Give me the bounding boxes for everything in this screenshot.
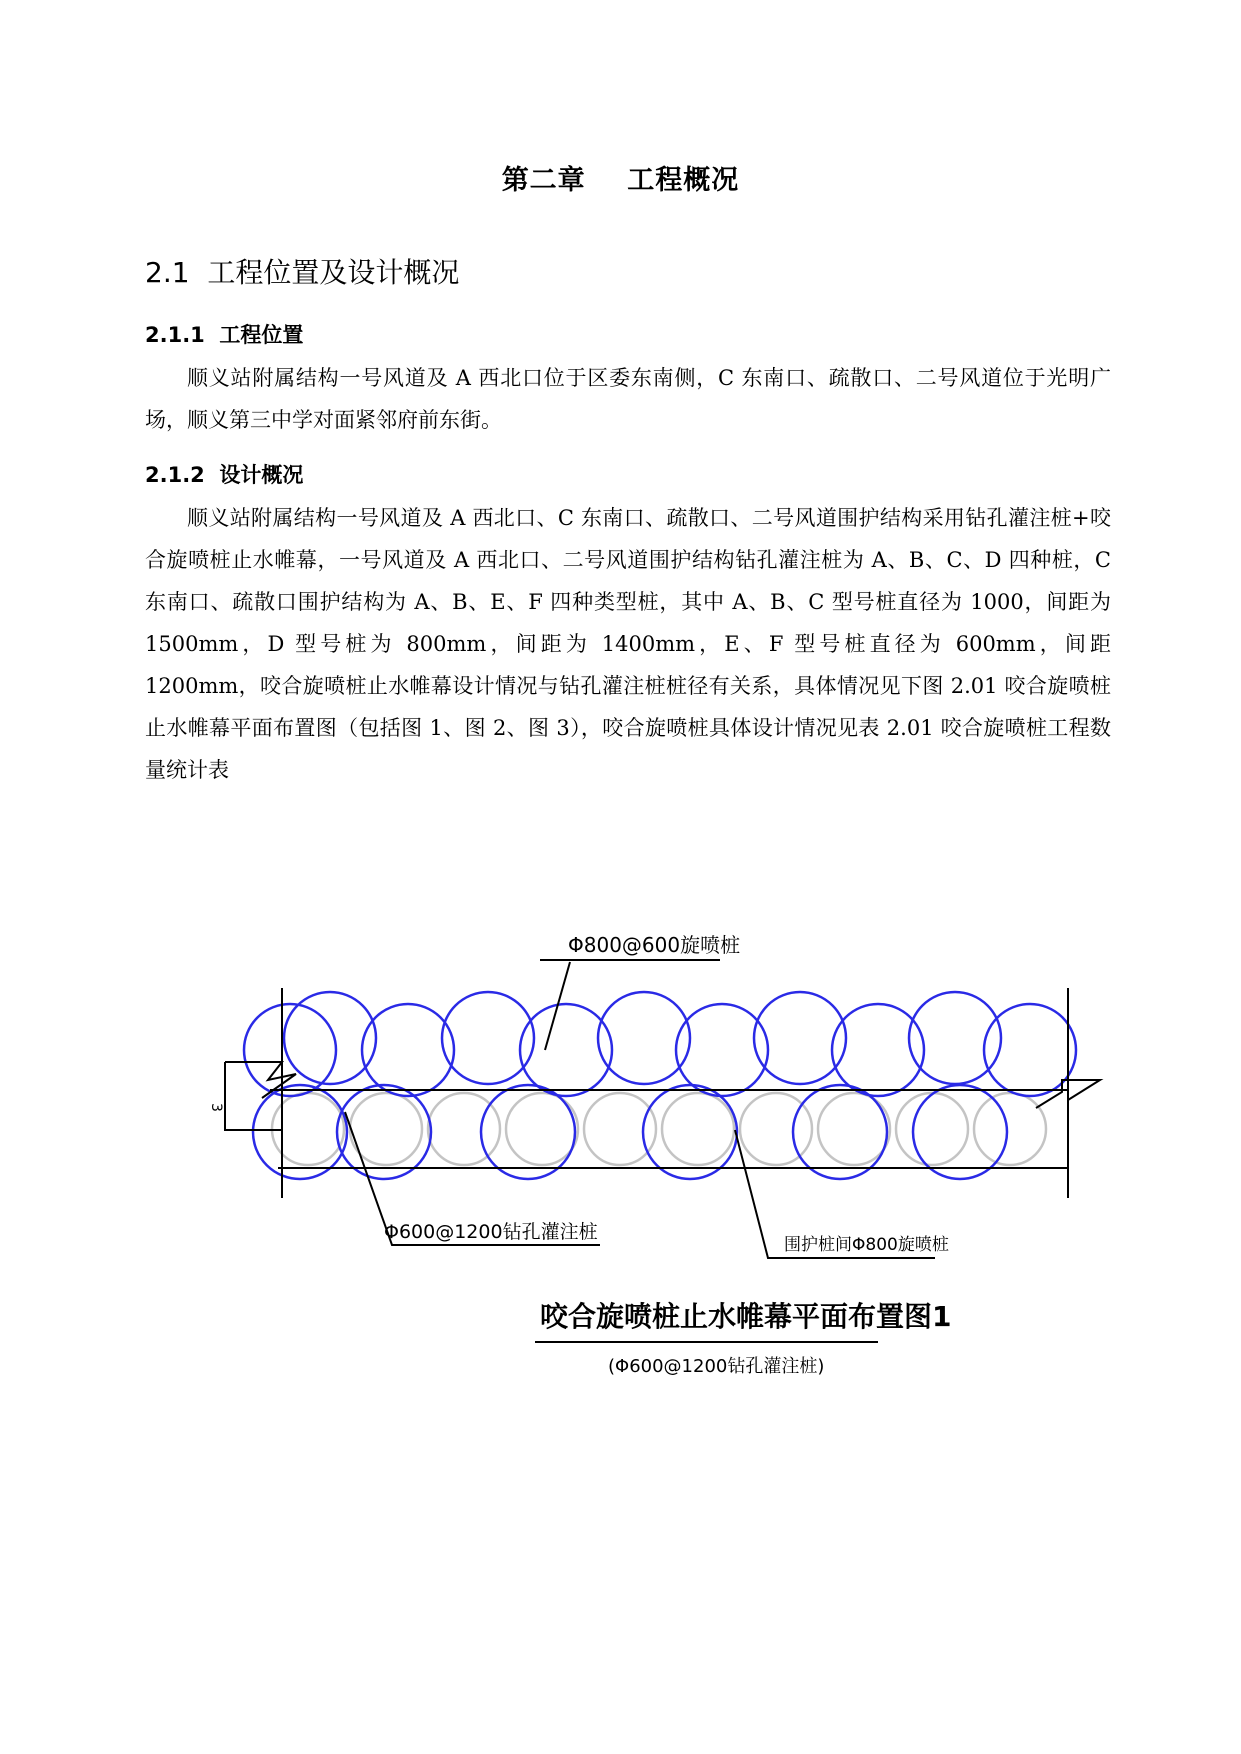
chapter-title: 第二章 工程概况 (501, 165, 740, 196)
leader-bottom-left (345, 1112, 600, 1245)
jet-pile (754, 992, 846, 1084)
side-mark: 3 (208, 1103, 224, 1112)
label-bored-pile: Φ600@1200钻孔灌注桩 (384, 1221, 598, 1243)
jet-pile (253, 1085, 347, 1179)
jet-pile (598, 992, 690, 1084)
subsection-heading-design: 2.1.2 设计概况 (145, 463, 304, 487)
bored-pile (974, 1093, 1046, 1165)
jet-pile (913, 1085, 1007, 1179)
dimension-bracket (225, 1062, 282, 1130)
break-symbol-right (1036, 1080, 1100, 1108)
jet-pile (244, 1004, 336, 1096)
bored-pile (740, 1093, 812, 1165)
figure-caption: 咬合旋喷桩止水帷幕平面布置图1 (540, 1300, 952, 1333)
leader-bottom-right (735, 1130, 935, 1258)
subsection-heading-location: 2.1.1 工程位置 (145, 323, 304, 347)
jet-pile (643, 1085, 737, 1179)
section-heading: 2.1 工程位置及设计概况 (145, 256, 460, 289)
jet-pile (793, 1085, 887, 1179)
bored-pile (584, 1093, 656, 1165)
leader-top (545, 962, 570, 1050)
bored-pile (428, 1093, 500, 1165)
jet-pile (442, 992, 534, 1084)
jet-pile (337, 1085, 431, 1179)
jet-pile (520, 1004, 612, 1096)
jet-pile-rows (244, 992, 1076, 1179)
paragraph-design: 顺义站附属结构一号风道及 A 西北口、C 东南口、疏散口、二号风道围护结构采用钻孔灌注桩+咬合旋喷桩止水帷幕，一号风道及 A 西北口、二号风道围护结构钻孔灌注桩为 A、B、C、D 四种桩，C 东南口、疏散口围护结构为 A、B、E、F 四种类型桩，其中 A、B、C 型号桩直径为 1000，间距为 1500mm，D 型号桩为 800mm，间距为 1400mm，E、F 型号桩直径为 600mm，间距 1200mm，咬合旋喷桩止水帷幕设计情况与钻孔灌注桩桩径有关系，具体情况见下图 2.01 咬合旋喷桩止水帷幕平面布置图（包括图 1、图 2、图 3），咬合旋喷桩具体设计情况见表 2.01 咬合旋喷桩工程数量统计表 (145, 506, 1111, 782)
jet-pile (832, 1004, 924, 1096)
bored-pile-row (272, 1093, 1046, 1165)
bored-pile (896, 1093, 968, 1165)
bored-pile (662, 1093, 734, 1165)
paragraph-location: 顺义站附属结构一号风道及 A 西北口位于区委东南侧，C 东南口、疏散口、二号风道位于光明广场，顺义第三中学对面紧邻府前东街。 (145, 366, 1111, 432)
break-symbol-left (225, 1062, 296, 1098)
jet-pile (676, 1004, 768, 1096)
bored-pile (506, 1093, 578, 1165)
jet-pile (984, 1004, 1076, 1096)
figure-subcaption: (Φ600@1200钻孔灌注桩) (608, 1356, 825, 1377)
jet-pile (909, 992, 1001, 1084)
bored-pile (272, 1093, 344, 1165)
label-gap-jet-pile: 围护桩间Φ800旋喷桩 (784, 1235, 949, 1255)
bored-pile (350, 1093, 422, 1165)
bored-pile (818, 1093, 890, 1165)
jet-pile (481, 1085, 575, 1179)
jet-pile (362, 1004, 454, 1096)
label-jet-pile: Φ800@600旋喷桩 (568, 933, 741, 957)
jet-pile (284, 992, 376, 1084)
